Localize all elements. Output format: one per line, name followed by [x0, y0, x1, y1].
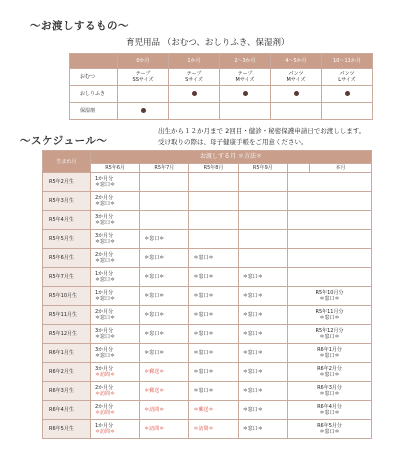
schedule-row: [43, 306, 372, 325]
schedule-cell: [140, 420, 189, 439]
schedule-cell-method: ＊窓口＊: [319, 410, 340, 416]
schedule-cell: [140, 306, 189, 325]
schedule-row: [43, 344, 372, 363]
schedule-cell: [238, 249, 287, 268]
supplies-cell: [169, 69, 220, 86]
supplies-cell: [220, 103, 271, 120]
born-month-cell: R6年1月生: [43, 344, 91, 363]
schedule-cell: [91, 420, 140, 439]
schedule-row: [43, 249, 372, 268]
schedule-row: [43, 325, 372, 344]
born-month-cell: R6年3月生: [43, 382, 91, 401]
schedule-cell: [91, 344, 140, 363]
schedule-cell-text: 2か月分: [95, 252, 114, 258]
schedule-cell-text: ＊窓口＊: [144, 236, 165, 242]
schedule-cell-method: ＊窓口＊: [95, 296, 116, 302]
schedule-cell-text: ＊窓口＊: [193, 331, 214, 337]
schedule-cell-method: ＊窓口＊: [95, 353, 116, 359]
schedule-month-header: [287, 164, 309, 173]
schedule-cell-method: ＊窓口＊: [319, 429, 340, 435]
schedule-cell-text: ＊窓口＊: [193, 369, 214, 375]
schedule-row: [43, 420, 372, 439]
supplies-row: [70, 69, 373, 86]
supplies-header-cell: 1か月: [169, 54, 220, 69]
schedule-cell: [140, 325, 189, 344]
schedule-row: [43, 192, 372, 211]
schedule-cell-method: ＊窓口＊: [319, 391, 340, 397]
schedule-cell: [91, 325, 140, 344]
schedule-cell-text: 2か月分: [95, 195, 114, 201]
schedule-cell-text: ＊郵送＊: [193, 407, 214, 413]
schedule-cell: [189, 344, 238, 363]
schedule-cell-text: R6年4月分: [317, 404, 342, 410]
born-month-cell: R5年7月生: [43, 268, 91, 287]
born-month-cell: R5年6月生: [43, 249, 91, 268]
schedule-cell: [140, 211, 189, 230]
schedule-cell-text: 1か月分: [95, 176, 114, 182]
schedule-cell-method: ＊訪問＊: [95, 372, 116, 378]
supplies-cell: [169, 103, 220, 120]
dot-marker: [294, 91, 299, 96]
born-month-cell: R5年3月生: [43, 192, 91, 211]
schedule-cell: [140, 401, 189, 420]
schedule-cell-text: 3か月分: [95, 347, 114, 353]
schedule-cell-text: ＊窓口＊: [144, 293, 165, 299]
schedule-cell: [287, 344, 371, 363]
schedule-cell: [238, 344, 287, 363]
schedule-cell: [91, 287, 140, 306]
schedule-cell: [287, 192, 371, 211]
schedule-cell-text: ＊窓口＊: [242, 388, 263, 394]
schedule-cell: [140, 249, 189, 268]
schedule-cell: [287, 420, 371, 439]
schedule-cell-method: ＊窓口＊: [95, 277, 116, 283]
schedule-cell-method: ＊窓口＊: [95, 201, 116, 207]
schedule-cell-method: ＊窓口＊: [319, 372, 340, 378]
schedule-cell: [238, 382, 287, 401]
dot-marker: [141, 108, 146, 113]
schedule-cell-text: 2か月分: [95, 404, 114, 410]
born-month-header: 生まれ月: [43, 151, 91, 173]
schedule-cell: [189, 211, 238, 230]
supplies-header-cell: 2〜3か月: [220, 54, 271, 69]
schedule-cell: [287, 249, 371, 268]
schedule-cell: [189, 325, 238, 344]
supplies-header-cell: [70, 54, 118, 69]
schedule-row: [43, 230, 372, 249]
supplies-cell-size: Mサイズ: [235, 77, 255, 83]
supplies-table: [69, 53, 373, 120]
schedule-cell: [287, 325, 371, 344]
born-month-cell: R6年5月生: [43, 420, 91, 439]
schedule-cell: [91, 306, 140, 325]
schedule-cell: [287, 306, 371, 325]
schedule-cell-text: R5年10月分: [315, 290, 344, 296]
schedule-cell-text: ＊窓口＊: [242, 312, 263, 318]
schedule-cell-text: ＊訪問＊: [144, 426, 165, 432]
born-month-cell: R5年4月生: [43, 211, 91, 230]
schedule-cell: [189, 192, 238, 211]
schedule-cell: [287, 173, 371, 192]
schedule-cell-method: ＊訪問＊: [95, 429, 116, 435]
schedule-table: [42, 150, 372, 439]
schedule-cell-text: ＊窓口＊: [193, 274, 214, 280]
schedule-cell: [238, 363, 287, 382]
schedule-month-header: R5年8月: [189, 164, 238, 173]
born-month-cell: R6年2月生: [43, 363, 91, 382]
schedule-cell-method: ＊窓口＊: [95, 334, 116, 340]
supplies-subtitle: 育児用品 （おむつ、おしりふき、保湿剤）: [126, 38, 290, 48]
schedule-cell-method: ＊訪問＊: [95, 391, 116, 397]
schedule-cell: [189, 306, 238, 325]
born-month-cell: R5年10月生: [43, 287, 91, 306]
schedule-cell-text: ＊窓口＊: [193, 255, 214, 261]
schedule-cell-text: 2か月分: [95, 385, 114, 391]
schedule-cell-method: ＊窓口＊: [95, 182, 116, 188]
schedule-cell-text: ＊窓口＊: [144, 331, 165, 337]
schedule-cell-text: R6年1月分: [317, 347, 342, 353]
schedule-cell-text: ＊窓口＊: [144, 312, 165, 318]
supplies-row-label: おしりふき: [70, 86, 118, 103]
schedule-cell: [189, 230, 238, 249]
born-month-cell: R6年4月生: [43, 401, 91, 420]
schedule-cell-text: R5年11月分: [315, 309, 344, 315]
schedule-cell-method: ＊訪問＊: [95, 410, 116, 416]
supplies-header-cell: 0か月: [118, 54, 169, 69]
supplies-cell-type: パンツ: [288, 71, 304, 77]
schedule-cell: [140, 230, 189, 249]
schedule-cell: [91, 401, 140, 420]
schedule-cell-text: R5年12月分: [315, 328, 344, 334]
schedule-cell-text: R6年3月分: [317, 385, 342, 391]
schedule-cell-text: ＊訪問＊: [193, 426, 214, 432]
schedule-cell: [287, 382, 371, 401]
schedule-cell-text: ＊窓口＊: [242, 274, 263, 280]
schedule-cell-text: R6年5月分: [317, 423, 342, 429]
schedule-cell-text: R6年2月分: [317, 366, 342, 372]
schedule-cell-text: 1か月分: [95, 290, 114, 296]
schedule-cell: [287, 287, 371, 306]
schedule-cell: [140, 173, 189, 192]
schedule-cell-text: 1か月分: [95, 423, 114, 429]
schedule-cell: [189, 401, 238, 420]
schedule-month-header: R5年9月: [238, 164, 287, 173]
schedule-cell: [238, 420, 287, 439]
schedule-cell: [91, 268, 140, 287]
schedule-cell-text: 3か月分: [95, 233, 114, 239]
schedule-cell-text: ＊郵送＊: [144, 388, 165, 394]
schedule-row: [43, 211, 372, 230]
schedule-cell-text: ＊窓口＊: [242, 407, 263, 413]
schedule-cell-method: ＊窓口＊: [319, 315, 340, 321]
schedule-cell-text: ＊訪問＊: [144, 407, 165, 413]
supplies-cell-size: Mサイズ: [286, 77, 306, 83]
schedule-cell-method: ＊窓口＊: [95, 315, 116, 321]
supplies-cell-type: テープ: [186, 71, 202, 77]
schedule-cell-method: ＊窓口＊: [319, 353, 340, 359]
schedule-cell: [238, 173, 287, 192]
schedule-cell-text: ＊郵送＊: [144, 369, 165, 375]
dot-marker: [243, 91, 248, 96]
schedule-cell: [287, 268, 371, 287]
schedule-cell-text: ＊窓口＊: [242, 293, 263, 299]
schedule-cell: [91, 363, 140, 382]
supplies-cell: [169, 86, 220, 103]
schedule-cell: [91, 211, 140, 230]
schedule-cell: [189, 173, 238, 192]
schedule-cell-text: ＊窓口＊: [144, 274, 165, 280]
supplies-header-cell: 10〜11か月: [322, 54, 373, 69]
schedule-cell-text: ＊窓口＊: [242, 369, 263, 375]
born-month-cell: R5年5月生: [43, 230, 91, 249]
schedule-cell: [238, 211, 287, 230]
schedule-cell-method: ＊窓口＊: [95, 258, 116, 264]
schedule-row: [43, 401, 372, 420]
supplies-row: [70, 86, 373, 103]
schedule-cell: [238, 230, 287, 249]
schedule-cell: [287, 211, 371, 230]
schedule-row: [43, 268, 372, 287]
schedule-cell-method: ＊窓口＊: [319, 296, 340, 302]
schedule-row: [43, 287, 372, 306]
schedule-cell: [91, 230, 140, 249]
schedule-cell: [140, 363, 189, 382]
supplies-cell: [271, 86, 322, 103]
schedule-cell-text: ＊窓口＊: [144, 350, 165, 356]
schedule-cell-method: ＊窓口＊: [95, 220, 116, 226]
dot-marker: [345, 91, 350, 96]
schedule-cell: [238, 287, 287, 306]
schedule-month-header: R5年6月: [91, 164, 140, 173]
schedule-cell-text: ＊窓口＊: [193, 350, 214, 356]
schedule-cell: [287, 230, 371, 249]
supplies-row-label: 保湿剤: [70, 103, 118, 120]
born-month-cell: R5年11月生: [43, 306, 91, 325]
supplies-cell: [118, 86, 169, 103]
supplies-cell-size: SSサイズ: [132, 77, 154, 83]
supplies-cell-type: パンツ: [339, 71, 355, 77]
supplies-cell: [271, 103, 322, 120]
supplies-cell: [118, 69, 169, 86]
note-line-2: 受け取りの際は、母子健康手帳をご用意ください。: [158, 138, 308, 146]
schedule-cell: [287, 401, 371, 420]
schedule-row: [43, 382, 372, 401]
supplies-cell-type: テープ: [237, 71, 253, 77]
schedule-cell: [91, 173, 140, 192]
schedule-cell-text: ＊窓口＊: [193, 388, 214, 394]
schedule-cell: [287, 363, 371, 382]
schedule-cell: [238, 268, 287, 287]
note-line-1: 出生から１２か月まで 2回目・健診・秘密保護申請日でお渡しします。: [158, 127, 366, 135]
schedule-cell: [189, 363, 238, 382]
schedule-cell-text: ＊窓口＊: [193, 293, 214, 299]
schedule-cell-text: 1か月分: [95, 271, 114, 277]
supplies-cell: [271, 69, 322, 86]
schedule-cell-text: ＊窓口＊: [144, 255, 165, 261]
supplies-cell: [322, 103, 373, 120]
schedule-cell-text: ＊窓口＊: [193, 312, 214, 318]
schedule-cell: [189, 249, 238, 268]
supplies-cell: [220, 86, 271, 103]
born-month-cell: R5年12月生: [43, 325, 91, 344]
supplies-cell-size: Sサイズ: [185, 77, 203, 83]
schedule-cell-text: 3か月分: [95, 366, 114, 372]
schedule-cell-text: ＊窓口＊: [242, 426, 263, 432]
supplies-cell: [322, 86, 373, 103]
delivery-month-header: お渡しする月 ＊方法＊: [91, 151, 372, 164]
schedule-cell: [140, 382, 189, 401]
schedule-cell-text: ＊窓口＊: [242, 331, 263, 337]
born-month-cell: R5年2月生: [43, 173, 91, 192]
schedule-cell: [238, 306, 287, 325]
schedule-cell: [189, 382, 238, 401]
schedule-cell: [238, 325, 287, 344]
supplies-cell-size: Lサイズ: [338, 77, 356, 83]
supplies-cell: [220, 69, 271, 86]
supplies-cell-type: テープ: [135, 71, 151, 77]
schedule-row: [43, 173, 372, 192]
supplies-cell: [322, 69, 373, 86]
schedule-cell: [189, 287, 238, 306]
supplies-title: 〜お渡しするもの〜: [30, 20, 129, 32]
schedule-cell: [189, 268, 238, 287]
schedule-title: 〜スケジュール〜: [20, 135, 108, 147]
schedule-cell: [238, 401, 287, 420]
supplies-row: [70, 103, 373, 120]
dot-marker: [192, 91, 197, 96]
schedule-cell: [140, 287, 189, 306]
schedule-month-header: 本月: [309, 164, 371, 173]
schedule-cell: [91, 192, 140, 211]
schedule-cell: [140, 192, 189, 211]
schedule-cell-text: 2か月分: [95, 309, 114, 315]
schedule-cell-text: ＊窓口＊: [242, 350, 263, 356]
schedule-cell-method: ＊窓口＊: [95, 239, 116, 245]
schedule-cell-text: 3か月分: [95, 214, 114, 220]
schedule-cell-method: ＊窓口＊: [319, 334, 340, 340]
supplies-row-label: おむつ: [70, 69, 118, 86]
schedule-cell: [91, 249, 140, 268]
schedule-cell: [91, 382, 140, 401]
schedule-cell: [189, 420, 238, 439]
schedule-cell: [140, 268, 189, 287]
supplies-cell: [118, 103, 169, 120]
schedule-cell: [140, 344, 189, 363]
supplies-header-cell: 4〜5か月: [271, 54, 322, 69]
schedule-month-header: R5年7月: [140, 164, 189, 173]
schedule-row: [43, 363, 372, 382]
schedule-cell-text: 3か月分: [95, 328, 114, 334]
schedule-cell: [238, 192, 287, 211]
